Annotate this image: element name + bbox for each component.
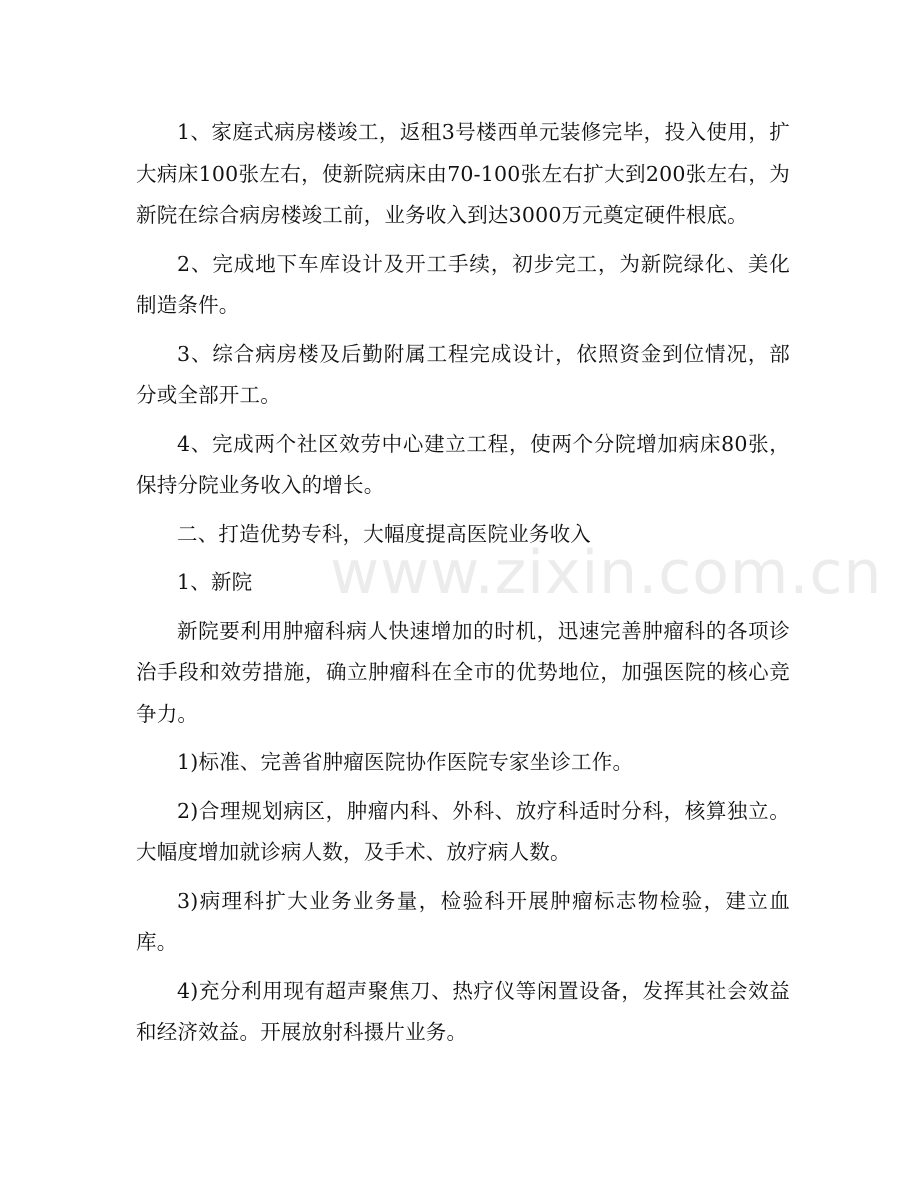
subsection-heading: 1、新院: [177, 570, 253, 594]
paragraph-1: 1、家庭式病房楼竣工，返租3号楼西单元装修完毕，投入使用，扩大病床100张左右，使新院病床由70-100张左右扩大到200张左右，为新院在综合病房楼竣工前，业务收入到达3000万元奠定硬件根底。: [136, 120, 790, 227]
list-item-2: 2)合理规划病区，肿瘤内科、外科、放疗科适时分科，核算独立。大幅度增加就诊病人数，及手术、放疗病人数。: [136, 798, 790, 864]
list-item-1: 1)标准、完善省肿瘤医院协作医院专家坐诊工作。: [177, 750, 634, 774]
paragraph-4: 4、完成两个社区效劳中心建立工程，使两个分院增加病床80张，保持分院业务收入的增长。: [136, 431, 790, 497]
paragraph-3: 3、综合病房楼及后勤附属工程完成设计，依照资金到位情况，部分或全部开工。: [136, 341, 790, 407]
paragraph-new-hospital: 新院要利用肿瘤科病人快速增加的时机，迅速完善肿瘤科的各项诊治手段和效劳措施，确立肿瘤科在全市的优势地位，加强医院的核心竞争力。: [136, 618, 790, 726]
list-item-3: 3)病理科扩大业务业务量，检验科开展肿瘤标志物检验，建立血库。: [136, 888, 790, 954]
watermark: www.zixin.com.cn: [330, 538, 883, 608]
paragraph-2: 2、完成地下车库设计及开工手续，初步完工，为新院绿化、美化制造条件。: [136, 251, 790, 317]
document-body: [136, 112, 790, 1061]
section-heading: 二、打造优势专科，大幅度提高医院业务收入: [177, 521, 591, 546]
list-item-4: 4)充分利用现有超声聚焦刀、热疗仪等闲置设备，发挥其社会效益和经济效益。开展放射科摄片业务。: [136, 978, 790, 1044]
